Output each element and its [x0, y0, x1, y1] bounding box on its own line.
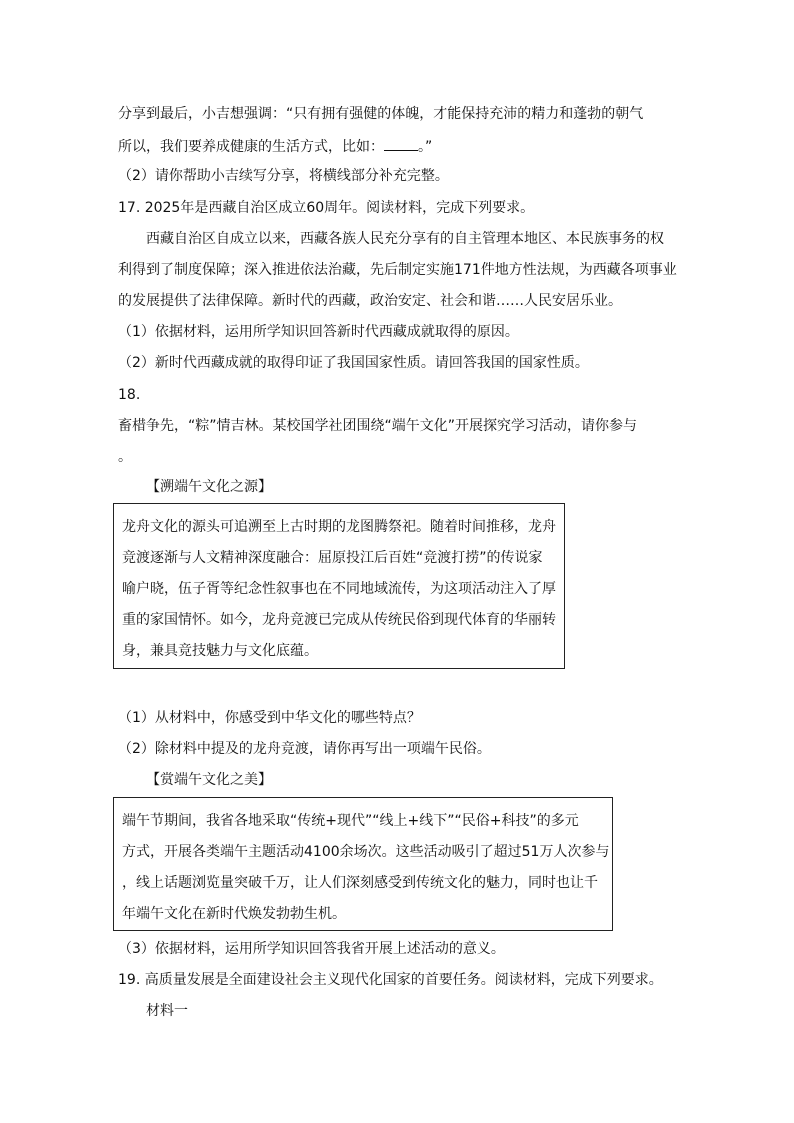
q19-material-label: 材料一: [146, 1003, 188, 1019]
q18-sub1: （1）从材料中，你感受到中华文化的哪些特点？: [118, 710, 421, 726]
q17-para-line-3: 的发展提供了法律保障。新时代的西藏，政治安定、社会和谐……人民安居乐业。: [118, 293, 622, 309]
q18-sub3: （3）依据材料，运用所学知识回答我省开展上述活动的意义。: [118, 941, 505, 957]
section-heading-origin: 【溯端午文化之源】: [146, 479, 272, 495]
box2-line-1: 端午节期间，我省各地采取“传统+现代”“线上+线下”“民俗+科技”的多元: [122, 813, 579, 829]
q17-para-line-1: 西藏自治区自成立以来，西藏各族人民充分享有的自主管理本地区、本民族事务的权: [146, 231, 664, 247]
share-line-2: [118, 136, 432, 156]
q18-intro-line-1: 畜棤争先，“粽”情吉林。某校国学社团围绕“端午文化”开展探究学习活动，请你参与: [118, 418, 638, 434]
material-box-2: [113, 797, 613, 931]
box1-line-1: 龙舟文化的源头可追溯至上古时期的龙图腾祭祀。随着时间推移，龙舟: [122, 519, 556, 535]
box2-line-4: 年端午文化在新时代焕发勃勃生机。: [122, 906, 346, 922]
box1-line-5: 身，兼具竞技魅力与文化底蕴。: [122, 643, 318, 659]
material-box-1: [113, 503, 565, 669]
q18-intro-line-2: 。: [118, 449, 132, 465]
share-line-1: 分享到最后，小吉想强调：“只有拥有强健的体魄，才能保持充沛的精力和蓬勃的朝气: [118, 106, 644, 122]
section-heading-beauty: 【赏端午文化之美】: [146, 772, 272, 788]
box1-line-4: 重的家国情怀。如今，龙舟竞渡已完成从传统民俗到现代体育的华丽转: [122, 612, 556, 628]
answer-blank[interactable]: [384, 136, 418, 151]
q19-title: 19. 高质量发展是全面建设社会主义现代化国家的首要任务。阅读材料，完成下列要求。: [118, 972, 663, 988]
q17-sub2: （2）新时代西藏成就的取得印证了我国国家性质。请回答我国的国家性质。: [118, 355, 589, 371]
q17-title: 17. 2025年是西藏自治区成立60周年。阅读材料，完成下列要求。: [118, 200, 535, 216]
share-line-2-text: 所以，我们要养成健康的生活方式，比如：: [118, 139, 384, 155]
share-line-2-end: 。”: [418, 139, 433, 155]
box1-line-2: 竞渡逐渐与人文精神深度融合：屈原投江后百姓“竞渡打捞”的传说家: [122, 550, 543, 566]
q17-para-line-2: 利得到了制度保障；深入推进依法治藏，先后制定实施171件地方性法规，为西藏各项事业: [118, 262, 677, 278]
q16-sub2: （2）请你帮助小吉续写分享，将横线部分补充完整。: [118, 168, 449, 184]
q18-sub2: （2）除材料中提及的龙舟竞渡，请你再写出一项端午民俗。: [118, 741, 491, 757]
q17-sub1: （1）依据材料，运用所学知识回答新时代西藏成就取得的原因。: [118, 324, 519, 340]
box2-line-3: ，线上话题浏览量突破千万，让人们深刻感受到传统文化的魅力，同时也让千: [122, 875, 598, 891]
box1-line-3: 喻户晓，伍子胥等纪念性叙事也在不同地域流传，为这项活动注入了厚: [122, 581, 556, 597]
box2-line-2: 方式，开展各类端午主题活动4100余场次。这些活动吸引了超过51万人次参与: [122, 844, 610, 860]
q18-number: 18.: [118, 387, 141, 403]
